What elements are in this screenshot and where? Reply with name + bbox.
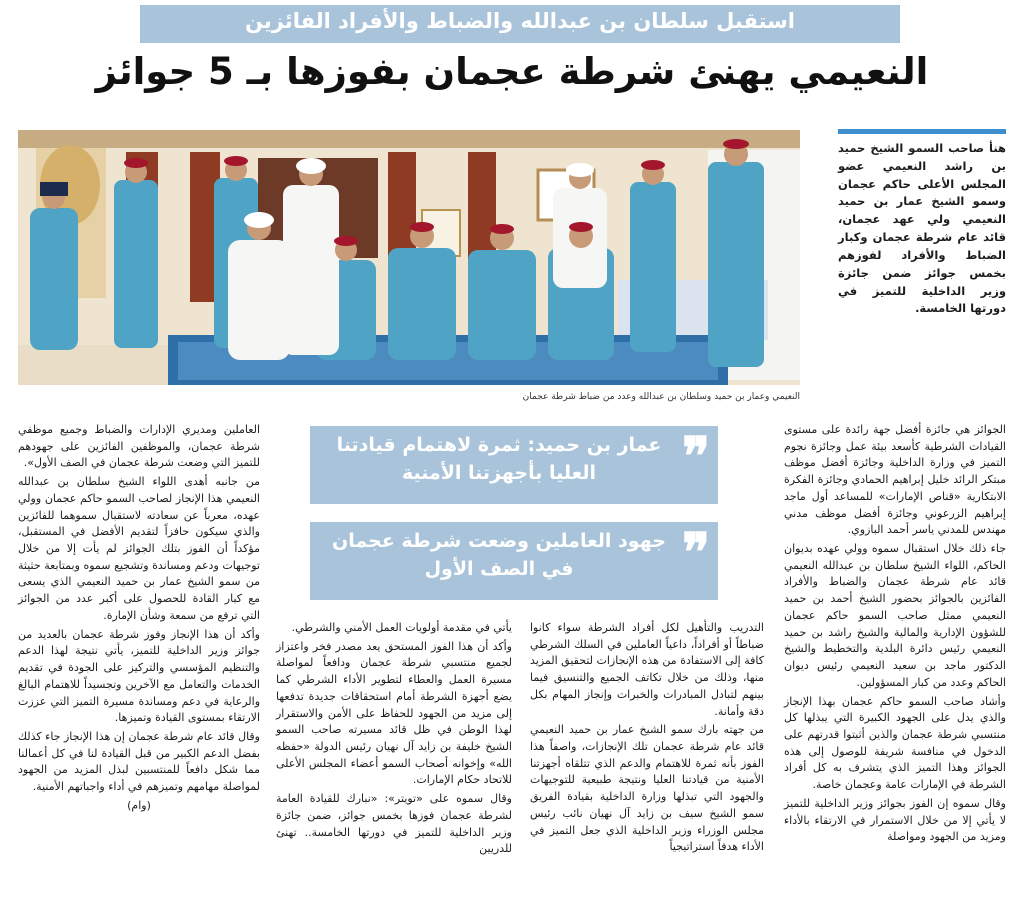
paragraph: من جانبه أهدى اللواء الشيخ سلطان بن عبدالله النعيمي هذا الإنجاز لصاحب السمو حاكم عجمان وولي عهده، معرباً عن سعادته لاستقبال سموهما للفائزين والذي سيكون حافزاً لتقديم الأفضل في المستقبل، مؤكداً أن الفوز بتلك الجوائز لم يأت إلا من خلال توجيهات ودعم ومساندة وتشجيع سموه وبمتابعة حثيثة من سمو الشيخ عمار بن حميد النعيمي الذي يسعى مع كبار القادة للحصول على أكبر عدد من الجوائز التي ترفع من سمعة وشأن الإمارة. [18,475,260,622]
paragraph: الجوائز هي جائزة أفضل جهة رائدة على مستوى القيادات الشرطية كأسعد بيئة عمل وجائزة نجوم التميز في وزارة الداخلية وجائزة أفضل موظف مبتكر الرائد خليل إبراهيم الحمادي وجائزة الفكرة الابتكارية «قناص الإمارات» للمساعد أول ماجد إبراهيم الزرعوني وجائزة أفضل موظف مدني مهندس للمدني ياسر أحمد البازوي. [784,423,1006,537]
paragraph: جاء ذلك خلال استقبال سموه وولي عهده بديوان الحاكم، اللواء الشيخ سلطان بن عبدالله النعيمي قائد عام شرطة عجمان والضباط والأفراد الفائزين بالجوائز بحضور الشيخ أحمد بن حميد النعيمي ممثل صاحب السمو حاكم عجمان للشؤون الإدارية والمالية والشيخ راشد بن حميد النعيمي رئيس دائرة البلدية والتخطيط والشيخ الدكتور ماجد بن سعيد النعيمي رئيس ديوان الحاكم وعدد من كبار المسؤولين. [784,542,1006,689]
paragraph: وأشاد صاحب السمو حاكم عجمان بهذا الإنجاز والذي يدل على الجهود الكبيرة التي يبذلها كل منتسبي شرطة عجمان والذين أثبتوا قدرتهم على الدخول في منافسة شريفة للوصول إلى هذه الجوائز وهذا التميز الذي يتشرف به كل أفراد الشرطة في الإمارات عامة وعجمان خاصة. [784,694,1006,792]
paragraph: وأكد أن هذا الإنجاز وفوز شرطة عجمان بالعديد من جوائز وزير الداخلية للتميز، يأتي نتيجة لهذا الدعم والتنظيم المؤسسي والتركيز على الجودة في تقديم الخدمات والتعامل مع الآخرين وتجسيداً للاهتمام البالغ والرعاية في دعم ومساندة مسيرة التميز التي عززت الارتقاء بمستوى القيادة وتميزها. [18,627,260,725]
headline: النعيمي يهنئ شرطة عجمان بفوزها بـ 5 جوائز [95,50,929,93]
pull-quote [310,426,718,504]
paragraph: يأتي في مقدمة أولويات العمل الأمني والشرطي. [291,621,512,634]
photo-caption: النعيمي وعمار بن حميد وسلطان بن عبدالله وعدد من ضباط شرطة عجمان [522,392,800,402]
paragraph: وقال سموه إن الفوز بجوائز وزير الداخلية للتميز لا يأتي إلا من خلال الاستمرار في الارتقاء بالأداء ومزيد من الجهود ومواصلة [784,796,1006,844]
pull-quote-text: عمار بن حميد: ثمرة لاهتمام قيادتنا العليا بأجهزتنا الأمنية [336,434,662,484]
pull-quote-text: جهود العاملين وضعت شرطة عجمان في الصف الأول [332,530,666,580]
column-center-right [530,620,764,858]
column-right [784,422,1006,848]
kicker-title: استقبل سلطان بن عبدالله والضباط والأفراد الفائزين [244,9,796,33]
quote-mark-icon: ❞ [682,522,710,583]
quote-mark-icon: ❞ [682,426,710,487]
pull-quote [310,522,718,600]
source-credit: (وام) [127,798,151,812]
paragraph: العاملين ومديري الإدارات والضباط وجميع موظفي شرطة عجمان، والموظفين الفائزين على جهودهم للتميز التي وضعت شرطة عجمان في الصف الأول». [18,423,260,470]
lead-accent-rule [838,129,1006,134]
paragraph: وقال قائد عام شرطة عجمان إن هذا الإنجاز جاء كذلك بفضل الدعم الكبير من قبل القيادة لنا في كل أعمالنا مما شكل دافعاً للمنتسبين لبذل المزيد من الجهود لمواصلة مهامهم وتميزهم في أداء واجباتهم الأمنية. [18,729,260,794]
paragraph: وقال سموه على «تويتر»: «نبارك للقيادة العامة لشرطة عجمان فوزها بخمس جوائز، ضمن جائزة وزير الداخلية للتميز في دورتها الخامسة.. تهنئ للدريين [276,792,512,856]
paragraph: من جهته بارك سمو الشيخ عمار بن حميد النعيمي قائد عام شرطة عجمان تلك الإنجازات، واصفاً هذا الفوز بأنه ثمرة للاهتمام والدعم الذي تتلقاه أجهزتنا الأمنية من قيادتنا العليا ونتيجة طبيعية للتوجيهات والجهود التي تبذلها وزارة الداخلية بقيادة الفريق سمو الشيخ سيف بن زايد آل نهيان نائب رئيس مجلس الوزراء وزير الداخلية الذي جعل التميز في الأداء هدفاً استراتيجياً [530,723,764,854]
paragraph: التدريب والتأهيل لكل أفراد الشرطة سواء كانوا ضباطاً أو أفراداً، داعياً العاملين في السلك الشرطي كافة إلى الاستفادة من هذه الإنجازات لتحقيق المزيد منها، وذلك من خلال تكاتف الجميع والتنسيق فيما بينهم لتبادل المبادرات والخبرات وإنجاز المهام بكل دقة وأمانة. [530,621,764,718]
column-left [18,422,260,817]
news-photo [18,130,800,385]
paragraph: وأكد أن هذا الفوز المستحق يعد مصدر فخر واعتزاز لجميع منتسبي شرطة عجمان ودافعاً لمواصلة مسيرة العمل والعطاء لتطوير الأداء الشرطي كما يضع أجهزة الشرطة أمام استحقاقات جديدة تدفعها إلى مزيد من الجهود للحفاظ على الأمن والاستقرار لهذا الوطن في ظل قائد مسيرته صاحب السمو الشيخ خليفة بن زايد آل نهيان رئيس الدولة «حفظه الله» وإخوانه أصحاب السمو أعضاء المجلس الأعلى للاتحاد حكام الإمارات. [276,639,512,787]
lead-paragraph: هنأ صاحب السمو الشيخ حميد بن راشد النعيمي عضو المجلس الأعلى حاكم عجمان وسمو الشيخ عمار بن حميد النعيمي ولي عهد عجمان، قائد عام شرطة عجمان وكبار الضباط والأفراد لفوزهم بخمس جوائز ضمن جائزة وزير الداخلية للتميز في دورتها الخامسة. [838,141,1006,316]
column-center-left [276,620,512,860]
